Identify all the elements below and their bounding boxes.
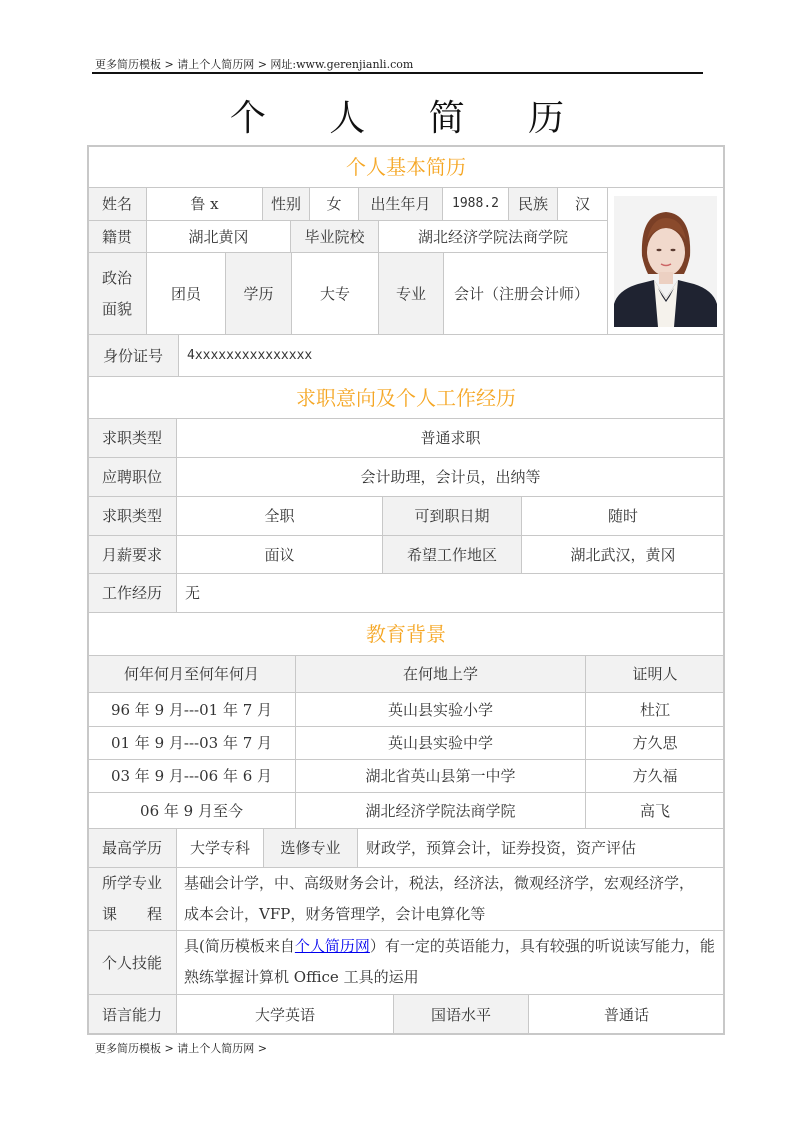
highest-degree-label: 最高学历 (87, 828, 177, 868)
id-value: 4xxxxxxxxxxxxxxx (178, 334, 725, 377)
edu-col-witness: 证明人 (585, 655, 725, 693)
experience-label: 工作经历 (87, 573, 177, 613)
courses-line1: 基础会计学，中、高级财务会计，税法，经济法，微观经济学，宏观经济学， (184, 874, 695, 892)
language-label: 语言能力 (87, 994, 177, 1035)
edu-row-witness: 方久思 (585, 726, 725, 760)
degree-label: 学历 (225, 252, 292, 335)
name-label: 姓名 (87, 187, 147, 221)
job-type-value: 普通求职 (176, 418, 725, 458)
gender-label: 性别 (262, 187, 310, 221)
start-date-label: 可到职日期 (382, 496, 522, 536)
edu-row-witness: 方久福 (585, 759, 725, 793)
portrait-image-icon (614, 196, 717, 327)
edu-row-school: 英山县实验中学 (295, 726, 586, 760)
political-value: 团员 (146, 252, 226, 335)
salary-label: 月薪要求 (87, 535, 177, 574)
degree-value: 大专 (291, 252, 379, 335)
political-label-line2: 面貌 (101, 299, 132, 318)
edu-row-period: 03 年 9 月---06 年 6 月 (87, 759, 296, 793)
elective-label: 选修专业 (263, 828, 358, 868)
section-title-basic: 个人基本简历 (87, 145, 725, 188)
job-type-label: 求职类型 (87, 418, 177, 458)
skills-prefix: 具(简历模板来自 (184, 937, 295, 955)
edu-row-period: 96 年 9 月---01 年 7 月 (87, 692, 296, 727)
political-label-line1: 政治 (101, 268, 132, 287)
section-title-job: 求职意向及个人工作经历 (87, 376, 725, 419)
ethnicity-label: 民族 (508, 187, 558, 221)
job-type2-label: 求职类型 (87, 496, 177, 536)
skills-text (184, 931, 724, 993)
courses-line2: 成本会计，VFP，财务管理学，会计电算化等 (184, 905, 486, 923)
profile-photo (614, 196, 717, 327)
edu-col-period: 何年何月至何年何月 (87, 655, 296, 693)
footer-nav[interactable]: 更多简历模板 > 请上个人简历网 > (95, 1042, 267, 1055)
gender-value: 女 (309, 187, 359, 221)
experience-value: 无 (176, 573, 725, 613)
edu-row-school: 英山县实验小学 (295, 692, 586, 727)
hometown-label: 籍贯 (87, 220, 147, 253)
mandarin-label: 国语水平 (393, 994, 529, 1035)
skills-line2: 熟练掌握计算机 Office 工具的运用 (184, 968, 419, 986)
political-label (87, 252, 147, 335)
mandarin-value: 普通话 (528, 994, 725, 1035)
job-type2-value: 全职 (176, 496, 383, 536)
position-value: 会计助理，会计员，出纳等 (176, 457, 725, 497)
page-title: 个 人 简 历 (229, 98, 591, 139)
edu-row-school: 湖北省英山县第一中学 (295, 759, 586, 793)
courses-label-line2: 课 程 (101, 905, 162, 923)
edu-row-school: 湖北经济学院法商学院 (295, 792, 586, 829)
salary-value: 面议 (176, 535, 383, 574)
header-divider (92, 72, 703, 74)
major-value: 会计（注册会计师） (443, 252, 608, 335)
id-label: 身份证号 (87, 334, 179, 377)
edu-row-period: 06 年 9 月至今 (87, 792, 296, 829)
courses-label-line1: 所学专业 (101, 874, 162, 892)
school-value: 湖北经济学院法商学院 (378, 220, 608, 253)
edu-row-witness: 杜江 (585, 692, 725, 727)
birth-label: 出生年月 (358, 187, 443, 221)
header-nav[interactable]: 更多简历模板 > 请上个人简历网 > 网址:www.gerenjianli.com (95, 58, 414, 71)
area-value: 湖北武汉，黄冈 (521, 535, 725, 574)
language-value: 大学英语 (176, 994, 394, 1035)
hometown-value: 湖北黄冈 (146, 220, 291, 253)
area-label: 希望工作地区 (382, 535, 522, 574)
position-label: 应聘职位 (87, 457, 177, 497)
school-label: 毕业院校 (290, 220, 379, 253)
highest-degree-value: 大学专科 (176, 828, 264, 868)
resume-site-link[interactable]: 个人简历网 (294, 937, 370, 955)
edu-row-witness: 高飞 (585, 792, 725, 829)
courses-text (184, 868, 724, 930)
elective-value: 财政学，预算会计，证券投资，资产评估 (357, 828, 725, 868)
edu-row-period: 01 年 9 月---03 年 7 月 (87, 726, 296, 760)
start-date-value: 随时 (521, 496, 725, 536)
birth-value: 1988.2 (442, 187, 509, 221)
name-value: 鲁 x (146, 187, 263, 221)
courses-label (87, 867, 177, 931)
skills-suffix: ）有一定的英语能力，具有较强的听说读写能力，能 (369, 937, 715, 955)
edu-col-school: 在何地上学 (295, 655, 586, 693)
ethnicity-value: 汉 (557, 187, 608, 221)
skills-label: 个人技能 (87, 930, 177, 995)
major-label: 专业 (378, 252, 444, 335)
section-title-education: 教育背景 (87, 612, 725, 656)
